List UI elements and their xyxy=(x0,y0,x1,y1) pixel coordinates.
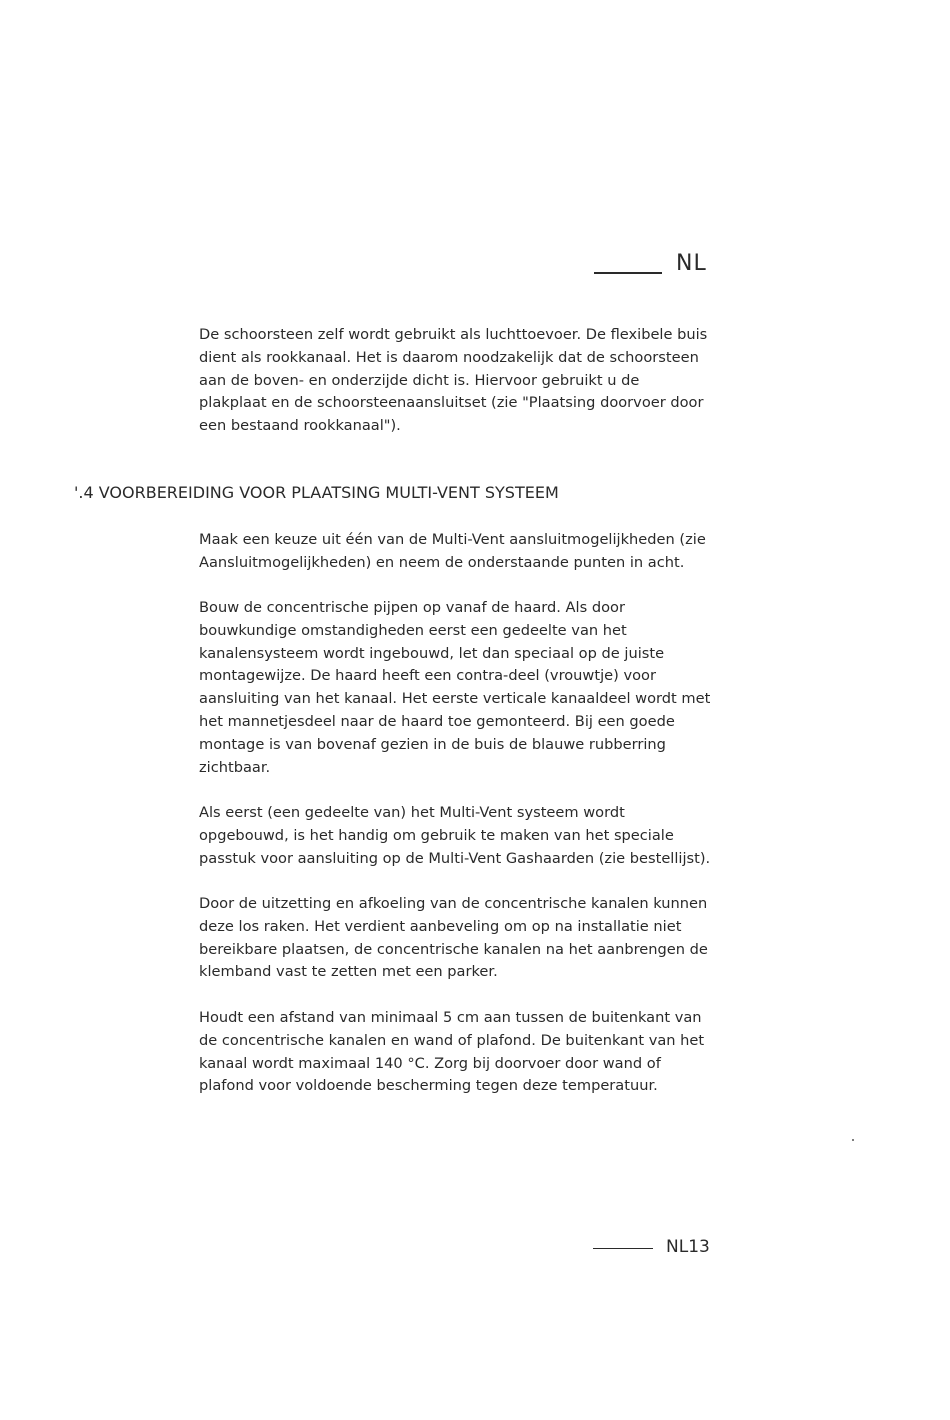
scan-speck xyxy=(852,1139,854,1141)
intro-paragraph: De schoorsteen zelf wordt gebruikt als luchttoevoer. De flexibele buis dient als rookkanaal. Het is daarom noodzakelijk dat de schoorsteen aan de boven- en onderzijde dicht is. Hiervoor gebruikt u de plakplaat en de schoorsteenaansluitset (zie "Plaatsing doorvoer door een bestaand rookkanaal"). xyxy=(199,326,708,435)
section-paragraph: Door de uitzetting en afkoeling van de concentrische kanalen kunnen deze los raken. Het verdient aanbeveling om op na installatie niet bereikbare plaatsen, de concentrische kanalen na het aanbrengen de klemband vast te zetten met een parker. xyxy=(199,895,708,981)
section-paragraph: Maak een keuze uit één van de Multi-Vent aansluitmogelijkheden (zie Aansluitmogelijkheden) en neem de onderstaande punten in acht. xyxy=(199,531,706,571)
header-rule xyxy=(594,272,662,274)
section-paragraph: Bouw de concentrische pijpen op vanaf de haard. Als door bouwkundige omstandigheden eerst een gedeelte van het kanalensysteem wordt ingebouwd, let dan speciaal op de juiste montagewijze. De haard heeft een contra-deel (vrouwtje) voor aansluiting van het kanaal. Het eerste verticale kanaaldeel wordt met het mannetjesdeel naar de haard toe gemonteerd. Bij een goede montage is van bovenaf gezien in de buis de blauwe rubberring zichtbaar. xyxy=(199,599,711,776)
section-paragraph: Houdt een afstand van minimaal 5 cm aan tussen de buitenkant van de concentrische kanalen en wand of plafond. De buitenkant van het kanaal wordt maximaal 140 °C. Zorg bij doorvoer door wand of plafond voor voldoende bescherming tegen deze temperatuur. xyxy=(199,1009,705,1095)
footer-page-marker xyxy=(593,1236,723,1260)
header-language-marker xyxy=(594,250,714,280)
page-number: NL13 xyxy=(666,1237,710,1257)
footer-rule xyxy=(593,1248,653,1249)
language-code: NL xyxy=(676,251,707,276)
section-heading: '.4 VOORBEREIDING VOOR PLAATSING MULTI-VENT SYSTEEM xyxy=(74,483,559,502)
section-paragraph: Als eerst (een gedeelte van) het Multi-Vent systeem wordt opgebouwd, is het handig om gebruik te maken van het speciale passtuk voor aansluiting op de Multi-Vent Gashaarden (zie bestellijst). xyxy=(199,804,711,867)
